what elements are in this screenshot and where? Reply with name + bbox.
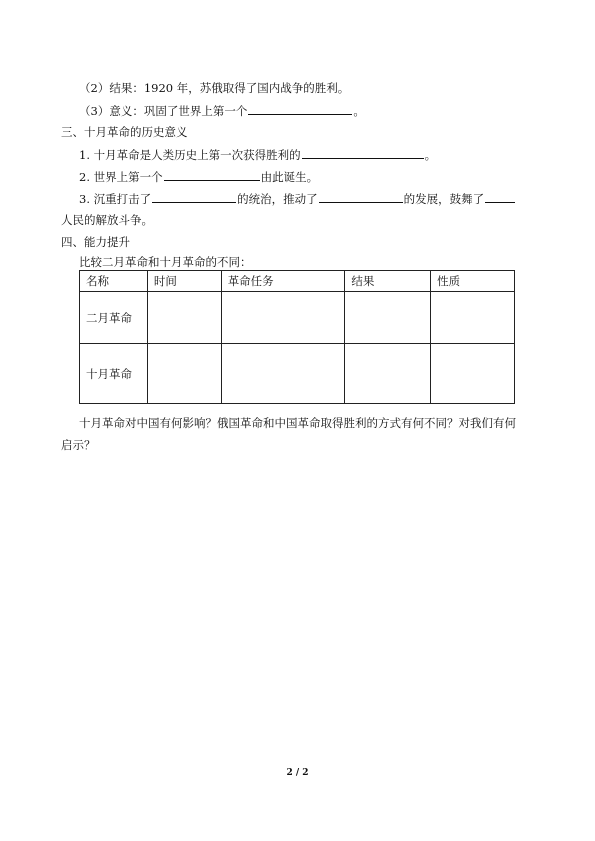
result-text: （2）结果：1920 年，苏俄取得了国内战争的胜利。 — [79, 81, 350, 95]
section-4-title-text: 四、能力提升 — [61, 235, 130, 249]
section-4-title — [61, 234, 130, 250]
header-time: 时间 — [147, 271, 221, 292]
item-3-line — [79, 190, 516, 207]
item-3-blank-2[interactable] — [319, 190, 403, 203]
item-3-continuation — [61, 212, 153, 228]
question-line-2 — [61, 437, 96, 453]
header-name: 名称 — [80, 271, 148, 292]
section-3-title — [61, 124, 188, 140]
cell-empty[interactable] — [345, 292, 431, 344]
item-1-end: 。 — [424, 148, 437, 162]
meaning-line — [79, 102, 365, 119]
meaning-text: （3）意义：巩固了世界上第一个 — [79, 104, 248, 118]
row-label-february: 二月革命 — [80, 292, 148, 344]
question-line-1 — [79, 415, 516, 431]
question-text-2: 启示？ — [61, 438, 96, 452]
comparison-table — [79, 270, 515, 404]
cell-empty[interactable] — [147, 344, 221, 404]
cell-empty[interactable] — [431, 344, 515, 404]
cell-empty[interactable] — [221, 344, 345, 404]
item-2-line — [79, 168, 318, 185]
item-3-blank-1[interactable] — [152, 190, 236, 203]
compare-intro-text: 比较二月革命和十月革命的不同： — [79, 255, 252, 269]
item-1-line — [79, 146, 436, 163]
item-1-text: 1. 十月革命是人类历史上第一次获得胜利的 — [79, 148, 301, 162]
cell-empty[interactable] — [221, 292, 345, 344]
header-task: 革命任务 — [221, 271, 345, 292]
item-3-mid-2: 的发展，鼓舞了 — [403, 192, 485, 206]
header-result: 结果 — [345, 271, 431, 292]
cell-empty[interactable] — [345, 344, 431, 404]
question-text-1: 十月革命对中国有何影响？俄国革命和中国革命取得胜利的方式有何不同？对我们有何 — [79, 416, 516, 430]
table-row — [80, 344, 515, 404]
cell-empty[interactable] — [431, 292, 515, 344]
table-row — [80, 292, 515, 344]
item-3-blank-3[interactable] — [485, 190, 515, 203]
row-label-october: 十月革命 — [80, 344, 148, 404]
item-3-cont-text: 人民的解放斗争。 — [61, 213, 153, 227]
meaning-blank[interactable] — [248, 102, 352, 115]
page-number: 2 / 2 — [286, 768, 309, 778]
item-1-blank[interactable] — [302, 146, 424, 159]
section-3-title-text: 三、十月革命的历史意义 — [61, 125, 188, 139]
item-3-mid-1: 的统治，推动了 — [237, 192, 318, 206]
cell-empty[interactable] — [147, 292, 221, 344]
item-2-blank[interactable] — [164, 168, 260, 181]
header-nature: 性质 — [431, 271, 515, 292]
compare-intro — [79, 254, 252, 270]
result-line — [79, 80, 349, 96]
item-2-text: 2. 世界上第一个 — [79, 170, 163, 184]
item-3-text: 3. 沉重打击了 — [79, 192, 152, 206]
item-2-end: 由此诞生。 — [260, 170, 319, 184]
meaning-end: 。 — [353, 104, 365, 118]
table-header-row — [80, 271, 515, 292]
